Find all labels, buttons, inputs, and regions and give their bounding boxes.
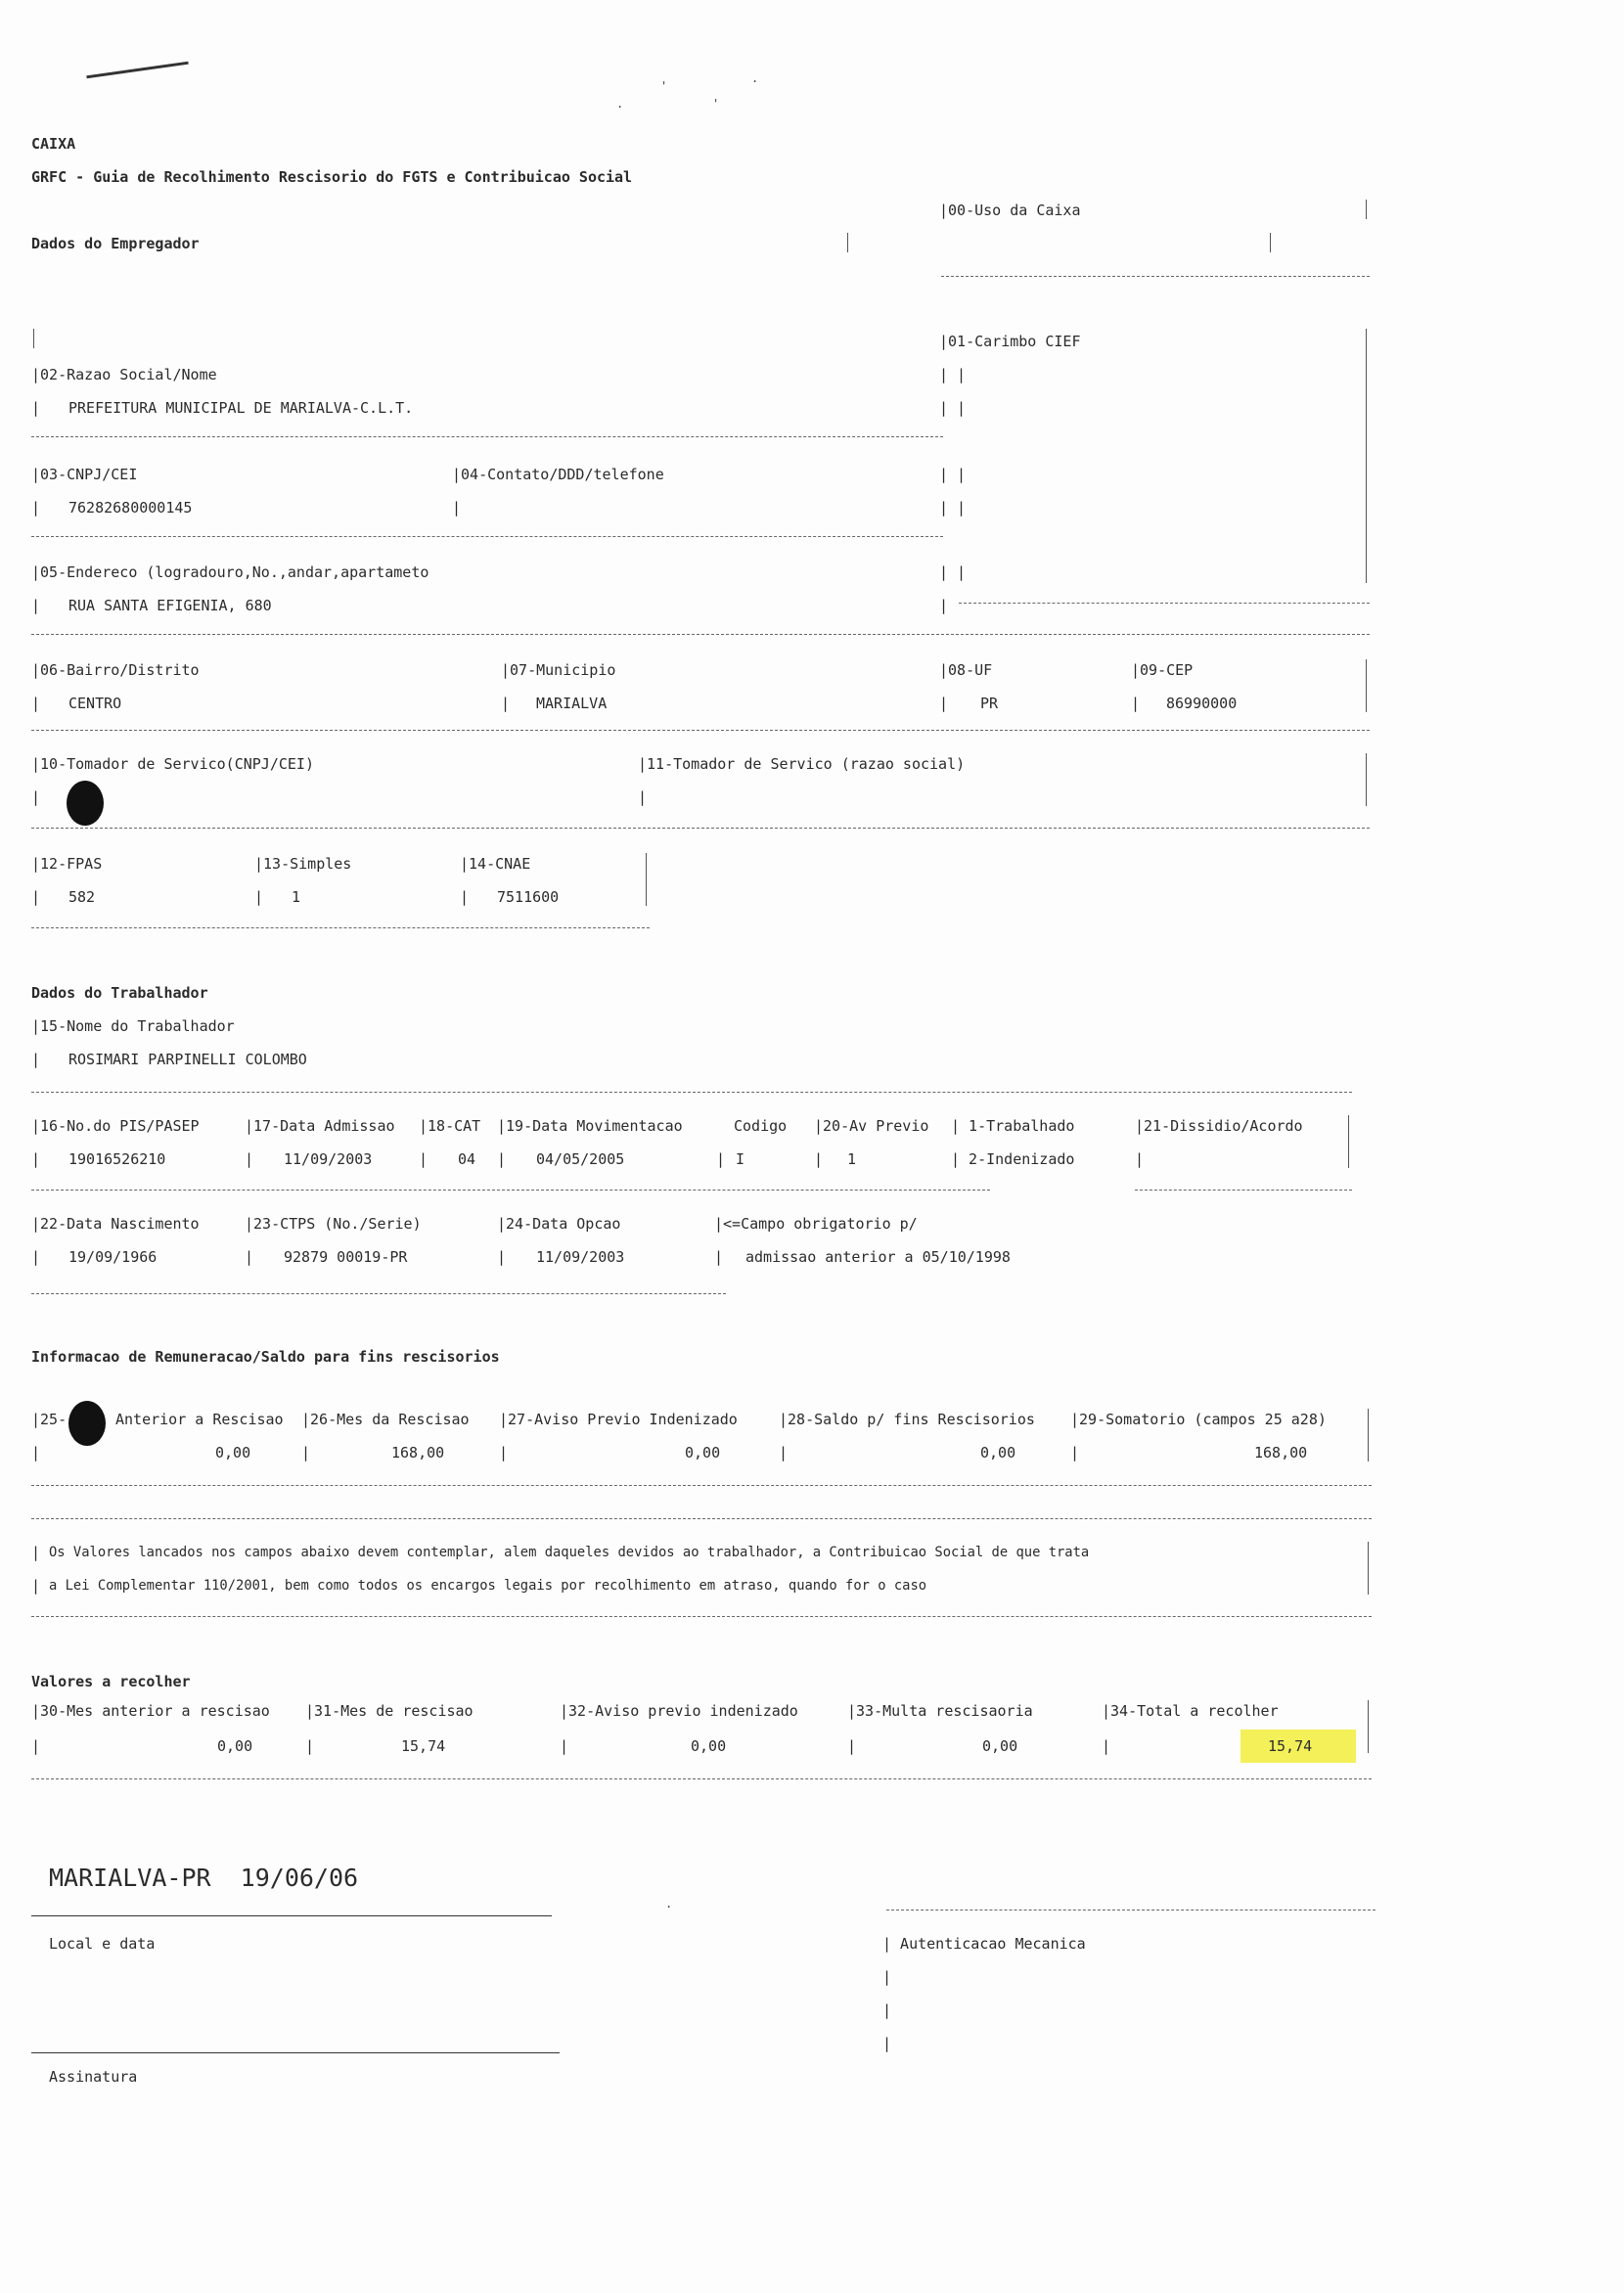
rule-f22: [31, 1293, 726, 1294]
f33-pipe: |: [847, 1737, 857, 1755]
f17-value: 11/09/2003: [284, 1150, 373, 1168]
f10-label: |10-Tomador de Servico(CNPJ/CEI): [31, 755, 314, 773]
f32-label: |32-Aviso previo indenizado: [560, 1702, 798, 1720]
row30-right: [1368, 1700, 1369, 1753]
f03-label: |03-CNPJ/CEI: [31, 466, 138, 483]
notice-right: [1368, 1542, 1369, 1595]
section-remuneration: Informacao de Remuneracao/Saldo para fins rescisorios: [31, 1348, 500, 1366]
codigo-pipe: |: [716, 1150, 726, 1168]
rule-f30: [31, 1778, 1372, 1779]
rule-f16: [31, 1190, 990, 1191]
auth-box-top: [886, 1910, 1376, 1911]
f15-pipe: |: [31, 1051, 41, 1068]
signature-line: [31, 2052, 560, 2053]
rule-f10: [31, 828, 1370, 829]
pen-stroke: [86, 62, 188, 79]
scan-speck: .: [751, 71, 759, 85]
scan-speck: .: [616, 97, 624, 111]
note-line-2: admissao anterior a 05/10/1998: [745, 1248, 1011, 1266]
f20-pipe: |: [814, 1150, 824, 1168]
form-left-tick: [33, 329, 34, 348]
brand: CAIXA: [31, 135, 76, 153]
notice-pipe: |: [31, 1544, 41, 1561]
section-worker: Dados do Trabalhador: [31, 984, 208, 1002]
redaction-blot: [67, 781, 104, 826]
rule-f21: [1135, 1190, 1352, 1191]
codigo-value: I: [736, 1150, 745, 1168]
f31-label: |31-Mes de rescisao: [305, 1702, 474, 1720]
f26-value: 168,00: [391, 1444, 445, 1461]
notice-line-2: a Lei Complementar 110/2001, bem como todos os encargos legais por recolhimento em atraso, quando for o caso: [49, 1578, 927, 1594]
f30-label: |30-Mes anterior a rescisao: [31, 1702, 270, 1720]
auth-pipe: |: [882, 2001, 892, 2019]
scan-speck: ': [660, 79, 668, 93]
f28-label: |28-Saldo p/ fins Rescisorios: [779, 1411, 1035, 1428]
option-1: | 1-Trabalhado: [951, 1117, 1075, 1135]
f00-box-bottom: [941, 276, 1370, 277]
f32-pipe: |: [560, 1737, 569, 1755]
f16-value: 19016526210: [68, 1150, 166, 1168]
f24-pipe: |: [497, 1248, 507, 1266]
place-date: MARIALVA-PR 19/06/06: [49, 1864, 359, 1892]
f09-pipe: |: [1131, 695, 1141, 712]
f06-label: |06-Bairro/Distrito: [31, 661, 200, 679]
notice-line-1: Os Valores lancados nos campos abaixo devem contemplar, alem daqueles devidos ao trabalhador, a Contribuicao Social de que trata: [49, 1545, 1090, 1560]
f11-pipe: |: [638, 788, 648, 806]
f16-pipe: |: [31, 1150, 41, 1168]
redaction-blot: [68, 1401, 106, 1446]
row12-right: [646, 853, 647, 906]
f20-value: 1: [847, 1150, 857, 1168]
f00-border-right: [1366, 200, 1367, 219]
f23-label: |23-CTPS (No./Serie): [245, 1215, 422, 1233]
f15-label: |15-Nome do Trabalhador: [31, 1017, 235, 1035]
f26-label: |26-Mes da Rescisao: [301, 1411, 470, 1428]
auth-pipe: |: [882, 1968, 892, 1986]
rule-f25: [31, 1485, 1372, 1486]
f18-value: 04: [458, 1150, 476, 1168]
f28-value: 0,00: [980, 1444, 1016, 1461]
f22-value: 19/09/1966: [68, 1248, 158, 1266]
f31-value: 15,74: [401, 1737, 446, 1755]
f05-label: |05-Endereco (logradouro,No.,andar,apartameto: [31, 563, 429, 581]
section-payable: Valores a recolher: [31, 1673, 191, 1690]
f20-label: |20-Av Previo: [814, 1117, 929, 1135]
f22-label: |22-Data Nascimento: [31, 1215, 200, 1233]
scan-speck: .: [665, 1897, 673, 1911]
rule-f12: [31, 927, 650, 928]
f01-pipes: | |: [939, 563, 967, 581]
place-date-line: [31, 1915, 552, 1916]
f09-value: 86990000: [1166, 695, 1238, 712]
f10-pipe: |: [31, 788, 41, 806]
f16-label: |16-No.do PIS/PASEP: [31, 1117, 200, 1135]
f09-label: |09-CEP: [1131, 661, 1194, 679]
f29-label: |29-Somatorio (campos 25 a28): [1070, 1411, 1327, 1428]
f32-value: 0,00: [691, 1737, 727, 1755]
f04-pipe: |: [452, 499, 462, 517]
auth-pipe: |: [882, 2035, 892, 2052]
f34-label: |34-Total a recolher: [1102, 1702, 1279, 1720]
row10-right: [1366, 753, 1367, 806]
f22-pipe: |: [31, 1248, 41, 1266]
rule-f06: [31, 730, 1370, 731]
f21-pipe: |: [1135, 1150, 1145, 1168]
f00-label: |00-Uso da Caixa: [939, 202, 1081, 219]
rule-f03: [31, 536, 943, 537]
f18-pipe: |: [419, 1150, 429, 1168]
f07-value: MARIALVA: [536, 695, 608, 712]
f01-right-border: [1366, 329, 1367, 583]
f03-pipe: |: [31, 499, 41, 517]
f05-value: RUA SANTA EFIGENIA, 680: [68, 597, 272, 614]
f34-value: 15,74: [1268, 1737, 1313, 1755]
f14-pipe: |: [460, 888, 470, 906]
rule-f02: [31, 436, 943, 437]
f04-label: |04-Contato/DDD/telefone: [452, 466, 664, 483]
f06-pipe: |: [31, 695, 41, 712]
f13-value: 1: [292, 888, 301, 906]
f08-pipe: |: [939, 695, 949, 712]
f33-value: 0,00: [982, 1737, 1018, 1755]
f27-label: |27-Aviso Previo Indenizado: [499, 1411, 738, 1428]
f28-pipe: |: [779, 1444, 789, 1461]
f23-pipe: |: [245, 1248, 254, 1266]
employer-divider: [847, 233, 848, 252]
notice-pipe: |: [31, 1577, 41, 1595]
auth-label: | Autenticacao Mecanica: [882, 1935, 1086, 1953]
f25-label: Anterior a Rescisao: [115, 1411, 284, 1428]
f01-pipes: | |: [939, 399, 967, 417]
f19-pipe: |: [497, 1150, 507, 1168]
f24-label: |24-Data Opcao: [497, 1215, 621, 1233]
f23-value: 92879 00019-PR: [284, 1248, 408, 1266]
f26-pipe: |: [301, 1444, 311, 1461]
f13-pipe: |: [254, 888, 264, 906]
f24-value: 11/09/2003: [536, 1248, 625, 1266]
f00-box-right: [1270, 233, 1271, 252]
f12-value: 582: [68, 888, 96, 906]
f25-value: 0,00: [215, 1444, 251, 1461]
f18-label: |18-CAT: [419, 1117, 481, 1135]
f25-pipe: |: [31, 1444, 41, 1461]
f01-pipes: | |: [939, 466, 967, 483]
f27-pipe: |: [499, 1444, 509, 1461]
f17-pipe: |: [245, 1150, 254, 1168]
f07-pipe: |: [501, 695, 511, 712]
f02-pipe: |: [31, 399, 41, 417]
f13-label: |13-Simples: [254, 855, 352, 873]
f12-pipe: |: [31, 888, 41, 906]
f19-label: |19-Data Movimentacao: [497, 1117, 683, 1135]
f15-value: ROSIMARI PARPINELLI COLOMBO: [68, 1051, 307, 1068]
note-pipe: |: [714, 1248, 724, 1266]
row06-right: [1366, 659, 1367, 712]
f31-pipe: |: [305, 1737, 315, 1755]
f01-pipes: |: [939, 597, 949, 614]
codigo-label: Codigo: [734, 1117, 788, 1135]
row16-right: [1348, 1115, 1349, 1168]
f02-value: PREFEITURA MUNICIPAL DE MARIALVA-C.L.T.: [68, 399, 414, 417]
f14-value: 7511600: [497, 888, 560, 906]
f14-label: |14-CNAE: [460, 855, 531, 873]
f17-label: |17-Data Admissao: [245, 1117, 395, 1135]
f30-value: 0,00: [217, 1737, 253, 1755]
section-employer: Dados do Empregador: [31, 235, 200, 252]
f02-label: |02-Razao Social/Nome: [31, 366, 217, 383]
f27-value: 0,00: [685, 1444, 721, 1461]
f08-label: |08-UF: [939, 661, 993, 679]
f05-pipe: |: [31, 597, 41, 614]
f29-value: 168,00: [1254, 1444, 1308, 1461]
signature-label: Assinatura: [49, 2068, 138, 2086]
notice-bottom: [31, 1616, 1372, 1617]
f07-label: |07-Municipio: [501, 661, 616, 679]
f11-label: |11-Tomador de Servico (razao social): [638, 755, 966, 773]
f01-pipes: | |: [939, 499, 967, 517]
f06-value: CENTRO: [68, 695, 122, 712]
local-label: Local e data: [49, 1935, 156, 1953]
f19-value: 04/05/2005: [536, 1150, 625, 1168]
f33-label: |33-Multa rescisaoria: [847, 1702, 1033, 1720]
note-line-1: |<=Campo obrigatorio p/: [714, 1215, 918, 1233]
notice-top: [31, 1518, 1372, 1519]
scan-speck: ': [712, 97, 720, 111]
f21-label: |21-Dissidio/Acordo: [1135, 1117, 1303, 1135]
rule-f05: [31, 634, 1370, 635]
f01-label: |01-Carimbo CIEF: [939, 333, 1081, 350]
f12-label: |12-FPAS: [31, 855, 103, 873]
f30-pipe: |: [31, 1737, 41, 1755]
f08-value: PR: [980, 695, 999, 712]
f03-value: 76282680000145: [68, 499, 193, 517]
f01-pipes: | |: [939, 366, 967, 383]
f29-pipe: |: [1070, 1444, 1080, 1461]
f34-pipe: |: [1102, 1737, 1111, 1755]
rule-f15: [31, 1092, 1352, 1093]
f25-prefix: |25-: [31, 1411, 68, 1428]
option-2: | 2-Indenizado: [951, 1150, 1075, 1168]
row25-right: [1368, 1409, 1369, 1461]
f01-box-bottom: [959, 603, 1370, 604]
document-title: GRFC - Guia de Recolhimento Rescisorio do FGTS e Contribuicao Social: [31, 168, 633, 186]
